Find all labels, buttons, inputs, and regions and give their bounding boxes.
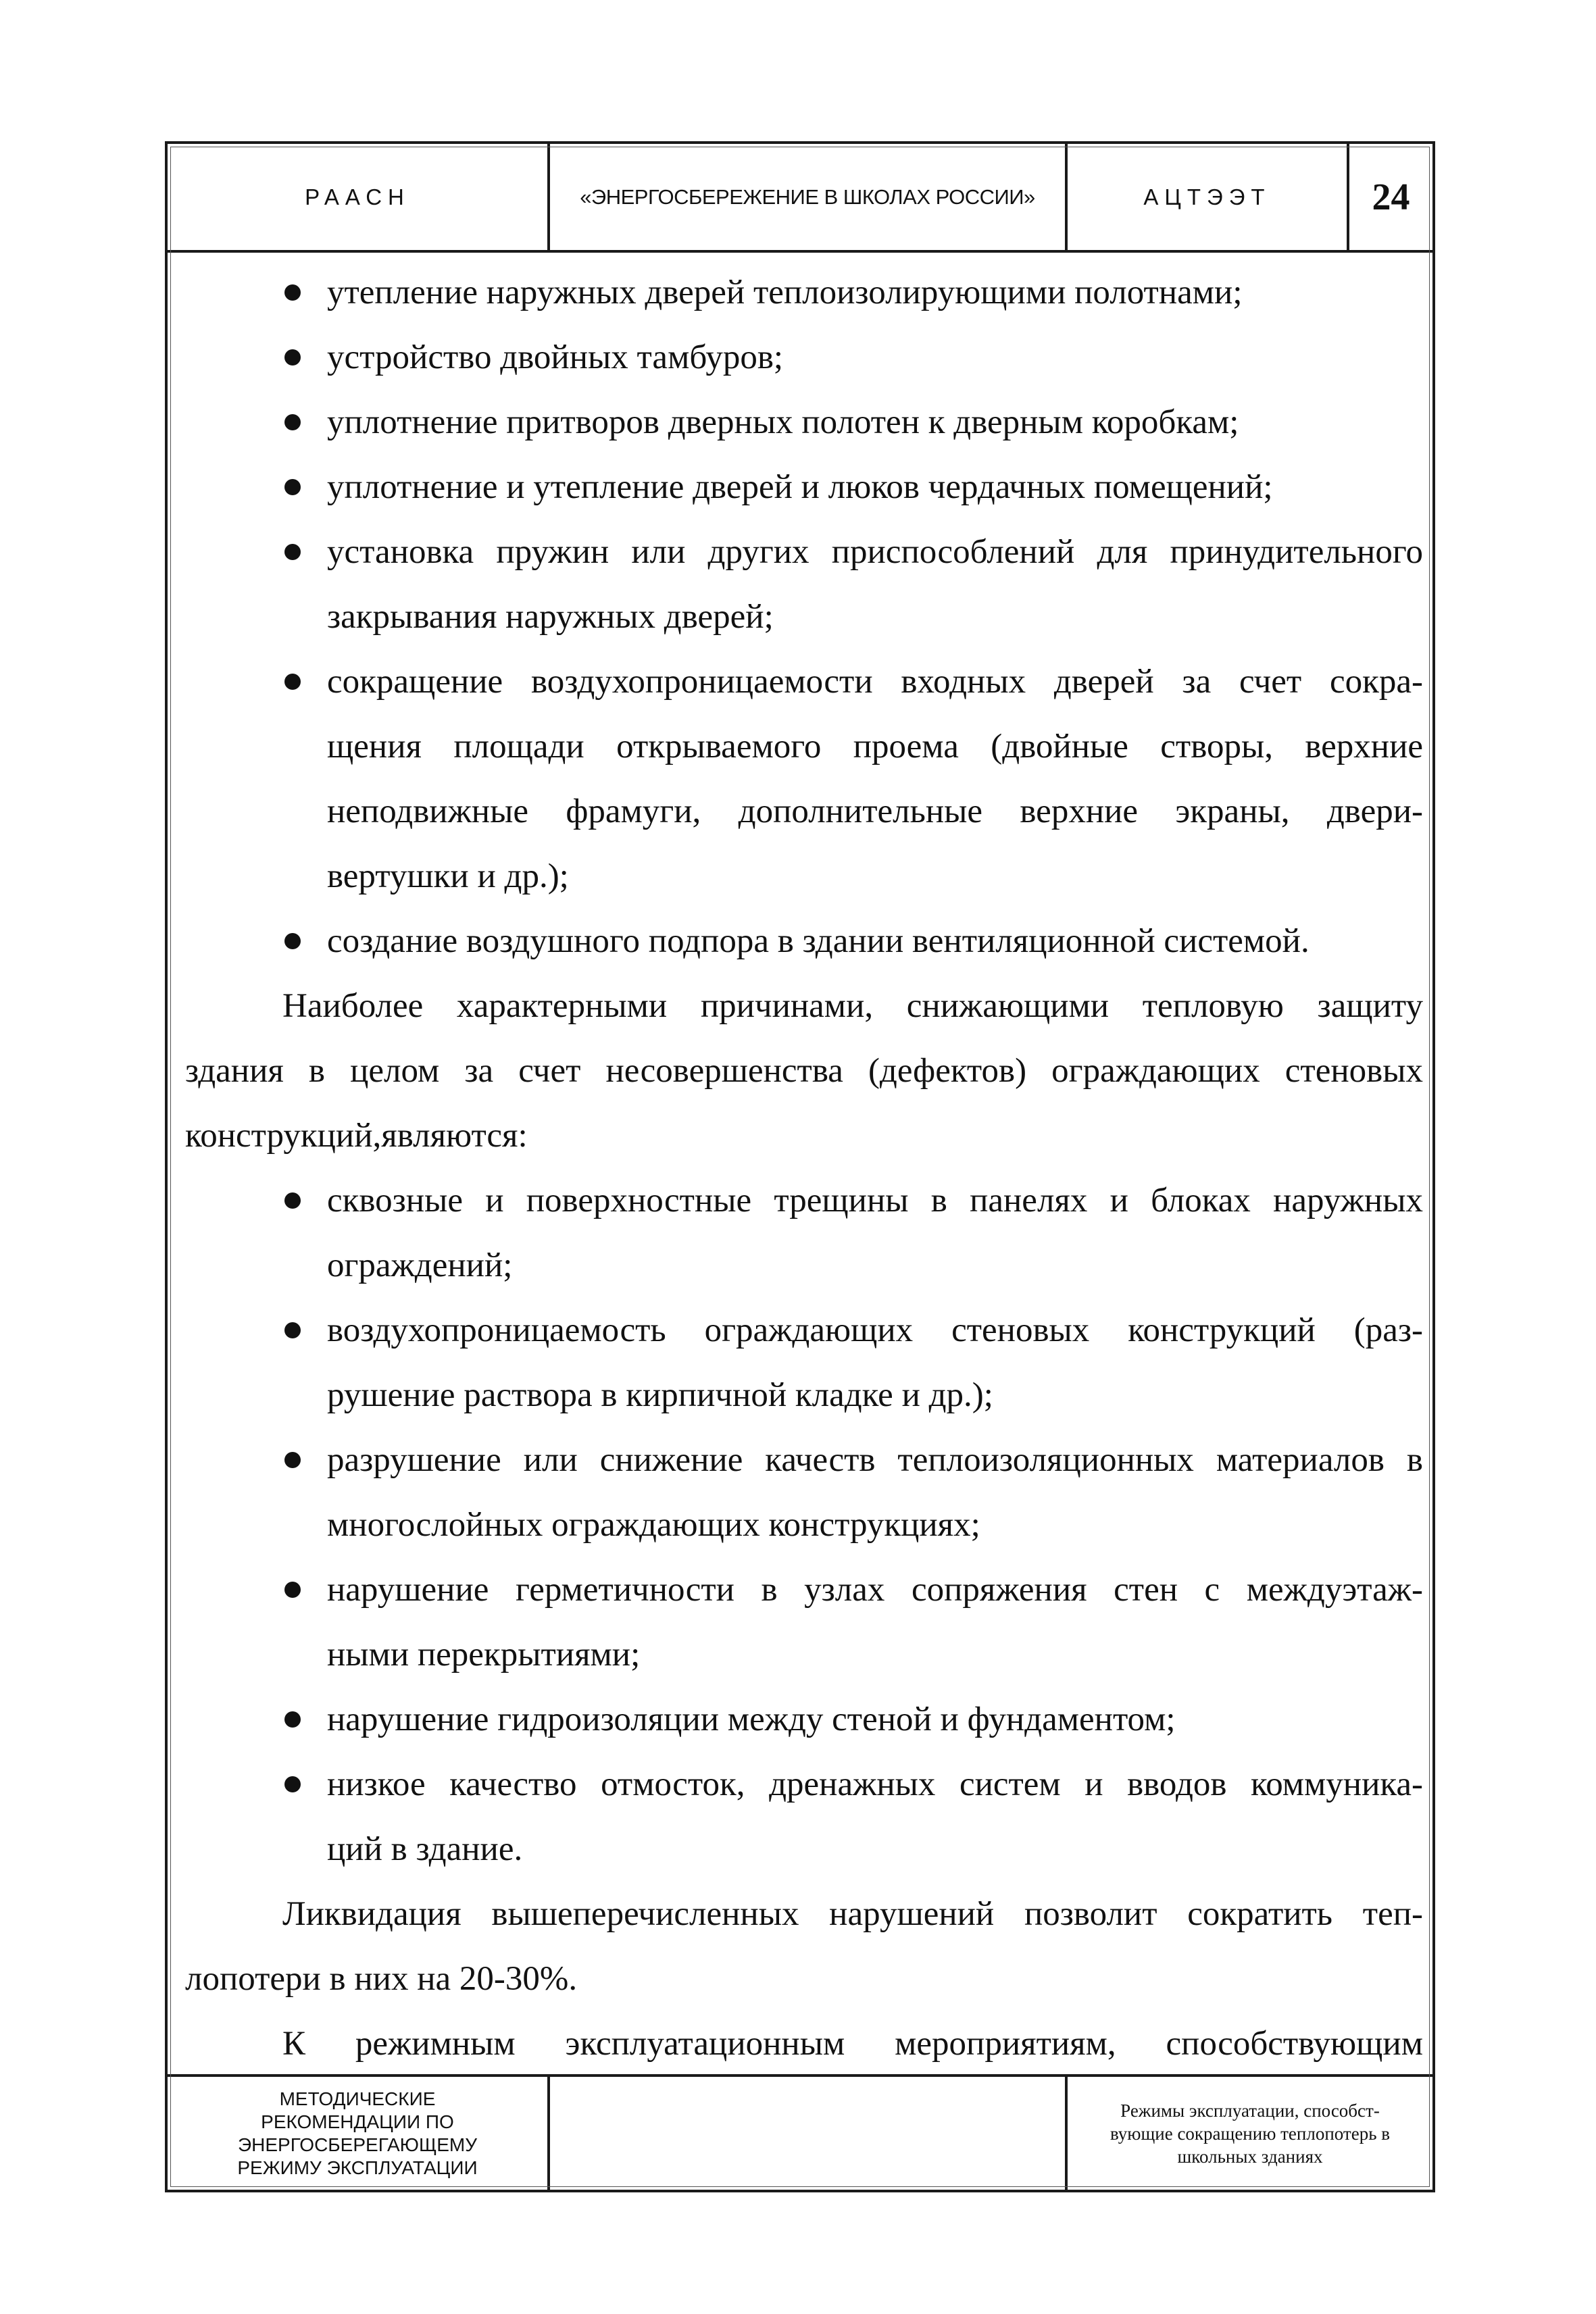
bullet-item-text-continued: неподвижные фрамуги, дополнительные верхние экраны, двери-: [327, 793, 1423, 830]
footer-doc-title-line: ЭНЕРГОСБЕРЕГАЮЩЕМУ: [238, 2134, 477, 2155]
page-header: [168, 144, 1432, 253]
bullet-item-text: воздухопроницаемость ограждающих стеновых конструкций (раз-: [327, 1311, 1423, 1349]
header-org-left: РААСН: [168, 144, 550, 250]
bullet-item-text: устройство двойных тамбуров;: [327, 338, 784, 376]
paragraph-text: Наиболее характерными причинами, снижающими тепловую защиту: [282, 987, 1423, 1025]
footer-section-title: [1068, 2077, 1432, 2190]
bullet-icon: [284, 674, 301, 690]
bullet-item-text: уплотнение и утепление дверей и люков чердачных помещений;: [327, 468, 1273, 506]
footer-section-title-line: вующие сокращению теплопотерь в: [1109, 2123, 1391, 2144]
bullet-item-text-continued: многослойных ограждающих конструкциях;: [327, 1506, 980, 1544]
footer-doc-title-line: РЕЖИМУ ЭКСПЛУАТАЦИИ: [237, 2157, 478, 2178]
bullet-item-text: уплотнение притворов дверных полотен к дверным коробкам;: [327, 403, 1239, 441]
bullet-item-text-continued: щения площади открываемого проема (двойные створы, верхние: [327, 728, 1423, 765]
paragraph-text: Ликвидация вышеперечисленных нарушений позволит сократить теп-: [282, 1895, 1423, 1933]
footer-section-title-line: школьных зданиях: [1177, 2146, 1323, 2167]
bullet-icon: [284, 933, 301, 949]
bullet-item-text-continued: ными перекрытиями;: [327, 1636, 641, 1674]
paragraph-text: лопотери в них на 20-30%.: [185, 1960, 578, 1998]
page-footer: [168, 2074, 1432, 2190]
footer-section-title-line: Режимы эксплуатации, способст-: [1120, 2100, 1380, 2121]
bullet-icon: [284, 284, 301, 301]
bullet-item-text: нарушение гидроизоляции между стеной и фундаментом;: [327, 1701, 1176, 1738]
footer-doc-title: [168, 2077, 550, 2190]
header-org-right: АЦТЭЭТ: [1068, 144, 1349, 250]
paragraph-text: здания в целом за счет несовершенства (дефектов) ограждающих стеновых: [185, 1052, 1423, 1090]
bullet-icon: [284, 479, 301, 495]
bullet-item-text: сквозные и поверхностные трещины в панелях и блоках наружных: [327, 1182, 1423, 1219]
paragraph-text: К режимным эксплуатационным мероприятиям, способствующим: [282, 2025, 1423, 2063]
bullet-icon: [284, 349, 301, 366]
paragraph-text: конструкций,являются:: [185, 1117, 528, 1155]
bullet-item-text-continued: закрывания наружных дверей;: [327, 598, 774, 636]
page-frame: [165, 141, 1435, 2192]
footer-doc-title-line: МЕТОДИЧЕСКИЕ: [279, 2088, 436, 2109]
bullet-icon: [284, 1582, 301, 1598]
bullet-icon: [284, 414, 301, 430]
bullet-icon: [284, 1711, 301, 1728]
bullet-item-text: утепление наружных дверей теплоизолирующими полотнами;: [327, 274, 1243, 311]
bullet-icon: [284, 1776, 301, 1792]
bullet-item-text-continued: рушение раствора в кирпичной кладке и др.);: [327, 1376, 993, 1414]
bullet-icon: [284, 544, 301, 560]
footer-doc-title-line: РЕКОМЕНДАЦИИ ПО: [261, 2111, 454, 2132]
bullet-item-text: сокращение воздухопроницаемости входных дверей за счет сокра-: [327, 663, 1423, 701]
bullet-item-text: установка пружин или других приспособлений для принудительного: [327, 533, 1423, 571]
bullet-item-text-continued: вертушки и др.);: [327, 857, 569, 895]
bullet-icon: [284, 1192, 301, 1209]
bullet-item-text-continued: ограждений;: [327, 1247, 513, 1284]
bullet-item-text: нарушение герметичности в узлах сопряжения стен с междуэтаж-: [327, 1571, 1423, 1609]
page-number: 24: [1372, 176, 1410, 218]
bullet-item-text: разрушение или снижение качеств теплоизоляционных материалов в: [327, 1441, 1423, 1479]
header-title: «ЭНЕРГОСБЕРЕЖЕНИЕ В ШКОЛАХ РОССИИ»: [550, 144, 1068, 250]
bullet-item-text-continued: ций в здание.: [327, 1830, 523, 1868]
bullet-item-text: низкое качество отмосток, дренажных систем и вводов коммуника-: [327, 1765, 1423, 1803]
bullet-icon: [284, 1322, 301, 1338]
bullet-icon: [284, 1452, 301, 1468]
bullet-item-text: создание воздушного подпора в здании вентиляционной системой.: [327, 922, 1310, 960]
footer-empty-cell: [550, 2077, 1068, 2190]
